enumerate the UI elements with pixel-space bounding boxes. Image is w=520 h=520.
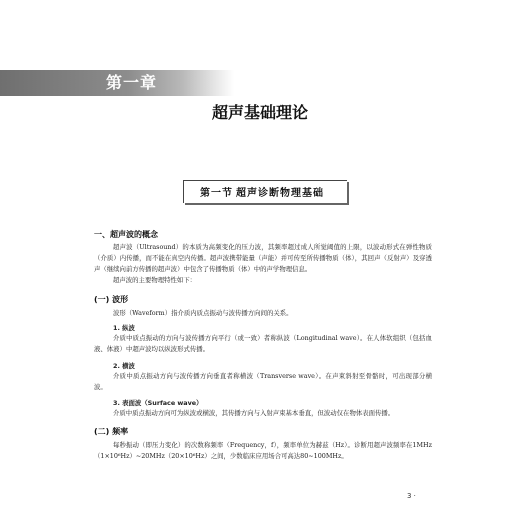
heading-frequency: (二) 频率 bbox=[94, 427, 129, 436]
page-number: 3 · bbox=[407, 492, 416, 500]
section-label: 第一节 bbox=[200, 188, 233, 199]
chapter-title: 超声基础理论 bbox=[211, 103, 308, 122]
waveform-paragraph: 波形（Waveform）指介质内质点振动与波传播方向间的关系。 bbox=[113, 309, 293, 317]
heading-ultrasound-concept: 一、超声波的概念 bbox=[94, 230, 158, 239]
intro-note: 超声波的主要物理特性如下： bbox=[113, 276, 197, 284]
heading-waveform: (一) 波形 bbox=[94, 295, 129, 304]
transverse-wave-text: 介质中质点振动方向与波传播方向垂直者称横波（Transverse wave）。在声束斜射至骨骼时，可出现部分横波。 bbox=[94, 372, 432, 391]
heading-longitudinal-wave: 1. 纵波 bbox=[113, 324, 135, 332]
frequency-paragraph: 每秒振动（即压力变化）的次数称频率（Frequency，f），频率单位为赫兹（Hz）。诊断用超声波频率在1MHz（1×10⁶Hz）~20MHz（20×10⁶Hz）之间，少数临床应用场合可高达80~100MHz。 bbox=[94, 441, 432, 460]
intro-paragraph: 超声波（Ultrasound）的本质为高频变化的压力波，其频率超过成人所觉阈值的上限，以波动形式在弹性物质（介质）内传播，而不能在真空内传播。超声波携带能量（声能）并可传至所传播物质（体），其回声（反射声）及穿透声（继续向前方传播的超声波）中包含了传播物质（体）中的声学物理信息。 bbox=[94, 243, 432, 273]
chapter-label: 第一章 bbox=[106, 73, 158, 92]
section-title: 超声诊断物理基础 bbox=[236, 188, 324, 199]
heading-surface-wave: 3. 表面波（Surface wave） bbox=[113, 399, 203, 407]
surface-wave-text: 介质中质点振动方向可为纵波或横波，其传播方向与入射声束基本垂直，但波动仅在物体表面传播。 bbox=[113, 409, 395, 417]
longitudinal-wave-text: 介质中质点振动的方向与波传播方向平行（或一致）者称纵波（Longitudinal wave）。在人体软组织（包括血液、体液）中超声波均以纵波形式传播。 bbox=[94, 334, 432, 353]
heading-transverse-wave: 2. 横波 bbox=[113, 362, 135, 370]
